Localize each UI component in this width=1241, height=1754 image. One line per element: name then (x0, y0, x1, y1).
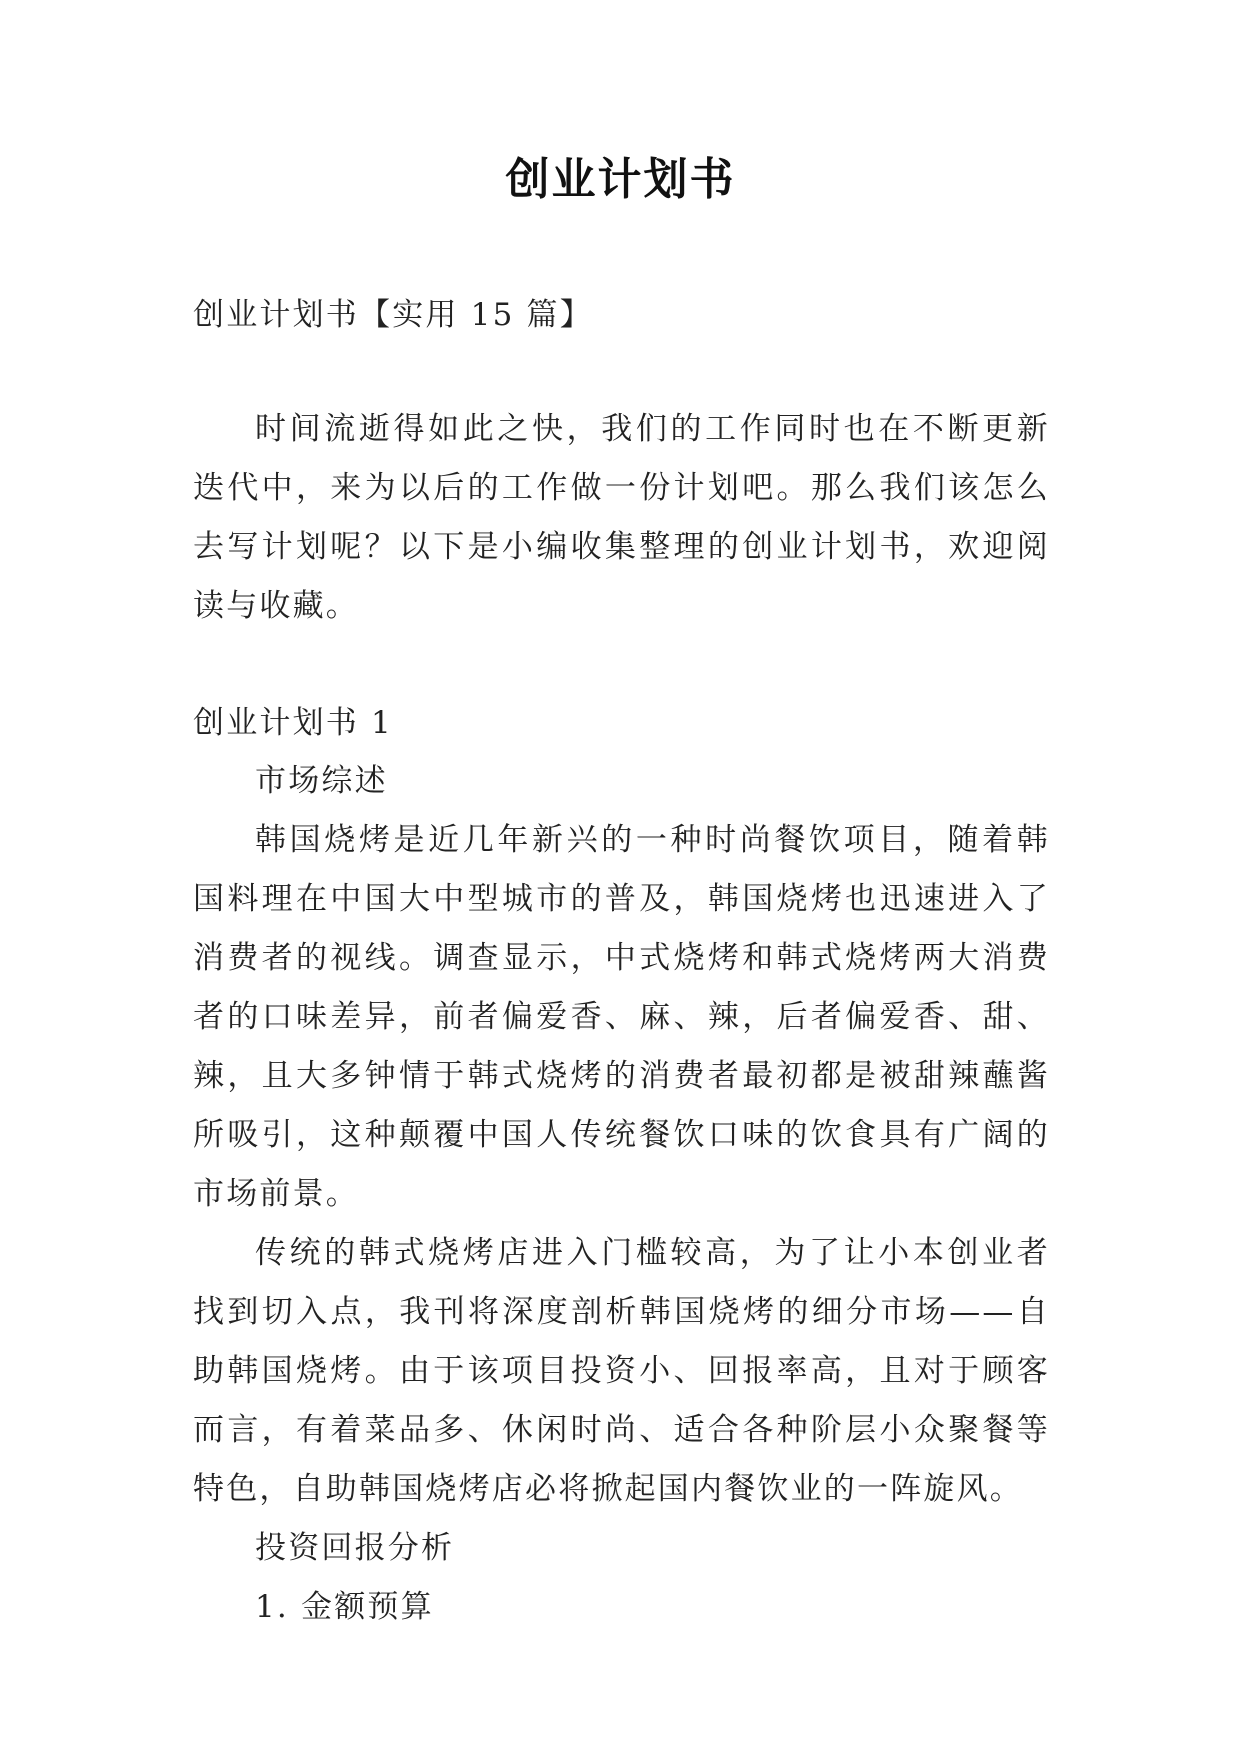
section-heading: 创业计划书 1 (193, 705, 393, 741)
document-title: 创业计划书 (505, 154, 736, 205)
market-overview-heading: 市场综述 (255, 763, 388, 799)
budget-heading: 1. 金额预算 (255, 1589, 434, 1625)
investment-heading: 投资回报分析 (255, 1530, 455, 1566)
section-content (193, 752, 1050, 1637)
document-subtitle: 创业计划书【实用 15 篇】 (193, 297, 593, 333)
market-paragraph-1: 韩国烧烤是近几年新兴的一种时尚餐饮项目，随着韩国料理在中国大中型城市的普及，韩国烧烤也迅速进入了消费者的视线。调查显示，中式烧烤和韩式烧烤两大消费者的口味差异，前者偏爱香、麻、辣，后者偏爱香、甜、辣，且大多钟情于韩式烧烤的消费者最初都是被甜辣蘸酱所吸引，这种颠覆中国人传统餐饮口味的饮食具有广阔的市场前景。 (193, 822, 1050, 1212)
market-paragraph-2: 传统的韩式烧烤店进入门槛较高，为了让小本创业者找到切入点，我刊将深度剖析韩国烧烤的细分市场——自助韩国烧烤。由于该项目投资小、回报率高，且对于顾客而言，有着菜品多、休闲时尚、适合各种阶层小众聚餐等特色，自助韩国烧烤店必将掀起国内餐饮业的一阵旋风。 (193, 1235, 1050, 1507)
intro-paragraph: 时间流逝得如此之快，我们的工作同时也在不断更新迭代中，来为以后的工作做一份计划吧。那么我们该怎么去写计划呢？以下是小编收集整理的创业计划书，欢迎阅读与收藏。 (193, 411, 1050, 624)
